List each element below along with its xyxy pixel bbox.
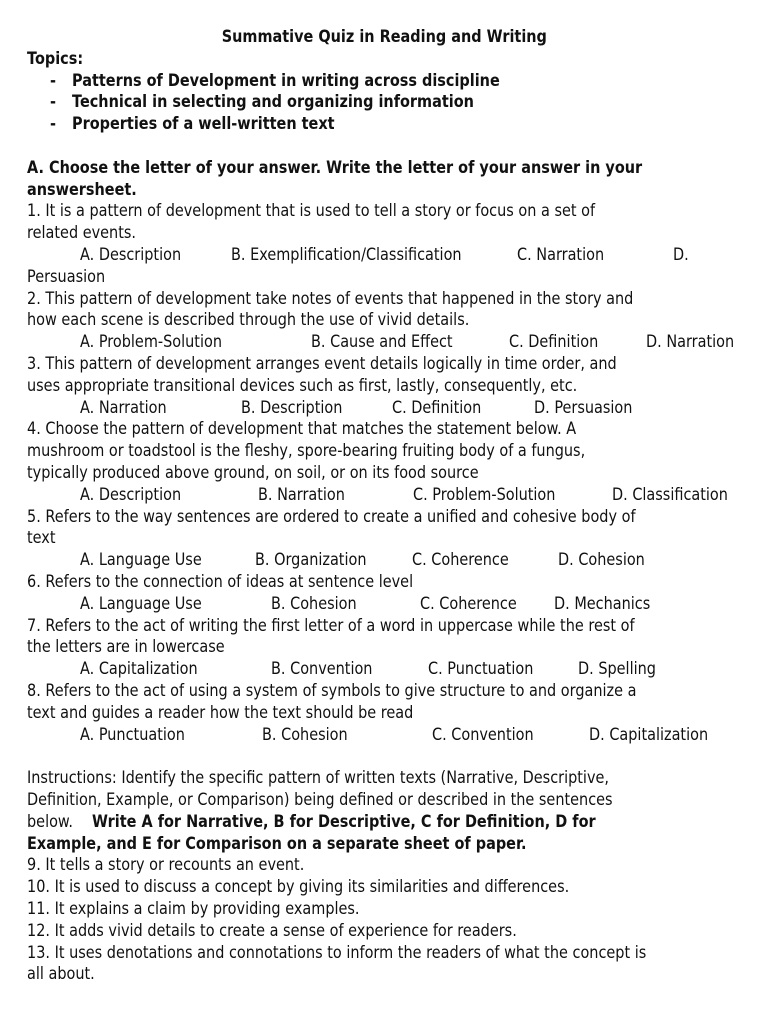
topic-item <box>0 113 768 135</box>
topic-text: Properties of a well-written text <box>72 114 335 135</box>
text-line <box>0 811 768 833</box>
question-stem: 4. Choose the pattern of development that matches the statement below. A <box>27 419 577 440</box>
text-line <box>0 462 768 484</box>
option-c: C. Convention <box>432 724 534 745</box>
item: 13. It uses denotations and connotations to inform the readers of what the concept is <box>27 942 647 963</box>
text-line <box>0 833 768 855</box>
text-line <box>0 680 768 702</box>
options-row <box>0 593 768 615</box>
bullet-dash: - <box>50 92 57 113</box>
question-stem: 6. Refers to the connection of ideas at sentence level <box>27 572 414 592</box>
item-wrap: all about. <box>27 964 95 985</box>
part-a-instruction: A. Choose the letter of your answer. Write the letter of your answer in your <box>27 157 643 178</box>
text-line <box>0 353 768 375</box>
topic-item <box>0 70 768 92</box>
question-stem: the letters are in lowercase <box>27 637 225 658</box>
option-a: A. Description <box>80 484 182 505</box>
option-c: C. Coherence <box>420 593 517 614</box>
text-line <box>0 854 768 876</box>
option-b: B. Convention <box>271 659 373 680</box>
title-line <box>0 26 768 48</box>
part-b-bold-instruction: Write A for Narrative, B for Descriptive, C for Definition, D for <box>92 811 596 832</box>
text-line <box>0 266 768 288</box>
option-c: C. Narration <box>517 245 605 265</box>
options-row <box>0 331 768 353</box>
option-a: A. Capitalization <box>80 659 198 680</box>
question-stem: related events. <box>27 223 136 244</box>
option-c: C. Coherence <box>412 550 509 571</box>
option-d-wrap: Persuasion <box>27 266 106 287</box>
options-row <box>0 484 768 506</box>
options-row <box>0 397 768 419</box>
topic-text: Patterns of Development in writing across discipline <box>72 70 500 91</box>
option-d: D. Capitalization <box>589 724 709 745</box>
part-b-instruction: Instructions: Identify the specific pattern of written texts (Narrative, Descriptive, <box>27 768 609 789</box>
question-stem: text <box>27 528 56 549</box>
text-line <box>0 615 768 637</box>
text-line <box>0 506 768 528</box>
part-b-instruction: Definition, Example, or Comparison) being defined or described in the sentences <box>27 790 613 810</box>
option-c: C. Definition <box>392 397 482 418</box>
question-stem: 8. Refers to the act of using a system of symbols to give structure to and organize a <box>27 681 637 701</box>
options-row <box>0 724 768 746</box>
text-line <box>0 48 768 70</box>
question-stem: 5. Refers to the way sentences are ordered to create a unified and cohesive body of <box>27 506 636 527</box>
item: 11. It explains a claim by providing examples. <box>27 899 360 919</box>
text-line <box>0 418 768 440</box>
item: 10. It is used to discuss a concept by giving its similarities and differences. <box>27 877 570 898</box>
text-line <box>0 876 768 898</box>
text-line <box>0 789 768 811</box>
option-b: B. Exemplification/Classification <box>231 245 462 265</box>
text-line <box>0 920 768 942</box>
text-line <box>0 157 768 179</box>
option-c: C. Punctuation <box>428 659 534 680</box>
options-row <box>0 549 768 571</box>
text-line <box>0 767 768 789</box>
text-line <box>0 375 768 397</box>
option-c: C. Problem-Solution <box>413 484 556 505</box>
text-line <box>0 527 768 549</box>
text-line <box>0 309 768 331</box>
part-b-instruction-lead: below. <box>27 811 74 832</box>
question-stem: typically produced above ground, on soil, or on its food source <box>27 463 479 483</box>
options-row <box>0 244 768 266</box>
option-a: A. Problem-Solution <box>80 332 222 353</box>
item: 9. It tells a story or recounts an event. <box>27 855 305 876</box>
topics-label: Topics: <box>27 48 84 69</box>
part-a-instruction: answersheet. <box>27 179 137 200</box>
question-stem: 3. This pattern of development arranges event details logically in time order, and <box>27 354 617 374</box>
option-a: A. Description <box>80 245 182 265</box>
option-d: D. <box>673 245 689 265</box>
question-stem: text and guides a reader how the text should be read <box>27 702 414 723</box>
text-line <box>0 636 768 658</box>
text-line <box>0 963 768 985</box>
option-b: B. Cohesion <box>271 593 357 614</box>
options-row <box>0 658 768 680</box>
option-d: D. Classification <box>612 484 728 505</box>
text-line <box>0 288 768 310</box>
question-stem: uses appropriate transitional devices such as first, lastly, consequently, etc. <box>27 375 578 396</box>
text-line <box>0 942 768 964</box>
text-line <box>0 200 768 222</box>
text-line <box>0 898 768 920</box>
option-b: B. Cohesion <box>262 724 348 745</box>
option-a: A. Narration <box>80 397 167 418</box>
bullet-dash: - <box>50 114 57 135</box>
option-d: D. Cohesion <box>558 550 645 571</box>
option-d: D. Mechanics <box>554 593 651 614</box>
question-stem: 1. It is a pattern of development that is used to tell a story or focus on a set of <box>27 201 596 222</box>
option-a: A. Punctuation <box>80 724 185 745</box>
option-a: A. Language Use <box>80 550 202 571</box>
question-stem: how each scene is described through the use of vivid details. <box>27 310 470 331</box>
question-stem: mushroom or toadstool is the fleshy, spore-bearing fruiting body of a fungus, <box>27 441 586 462</box>
bullet-dash: - <box>50 70 57 91</box>
option-d: D. Spelling <box>578 659 656 680</box>
option-b: B. Cause and Effect <box>311 332 453 353</box>
part-b-bold-instruction: Example, and E for Comparison on a separate sheet of paper. <box>27 833 527 854</box>
option-b: B. Organization <box>255 550 367 571</box>
option-a: A. Language Use <box>80 593 202 614</box>
option-c: C. Definition <box>509 332 599 353</box>
item: 12. It adds vivid details to create a sense of experience for readers. <box>27 920 517 941</box>
topic-text: Technical in selecting and organizing information <box>72 92 474 113</box>
topic-item <box>0 91 768 113</box>
text-line <box>0 702 768 724</box>
text-line <box>0 179 768 201</box>
question-stem: 7. Refers to the act of writing the first letter of a word in uppercase while the rest of <box>27 615 635 636</box>
text-line <box>0 222 768 244</box>
option-b: B. Narration <box>258 484 345 505</box>
question-stem: 2. This pattern of development take notes of events that happened in the story and <box>27 288 634 309</box>
option-d: D. Persuasion <box>534 397 633 418</box>
text-line <box>0 571 768 593</box>
text-line <box>0 440 768 462</box>
option-d: D. Narration <box>646 332 735 353</box>
option-b: B. Description <box>241 397 343 418</box>
page-title: Summative Quiz in Reading and Writing <box>221 27 547 47</box>
